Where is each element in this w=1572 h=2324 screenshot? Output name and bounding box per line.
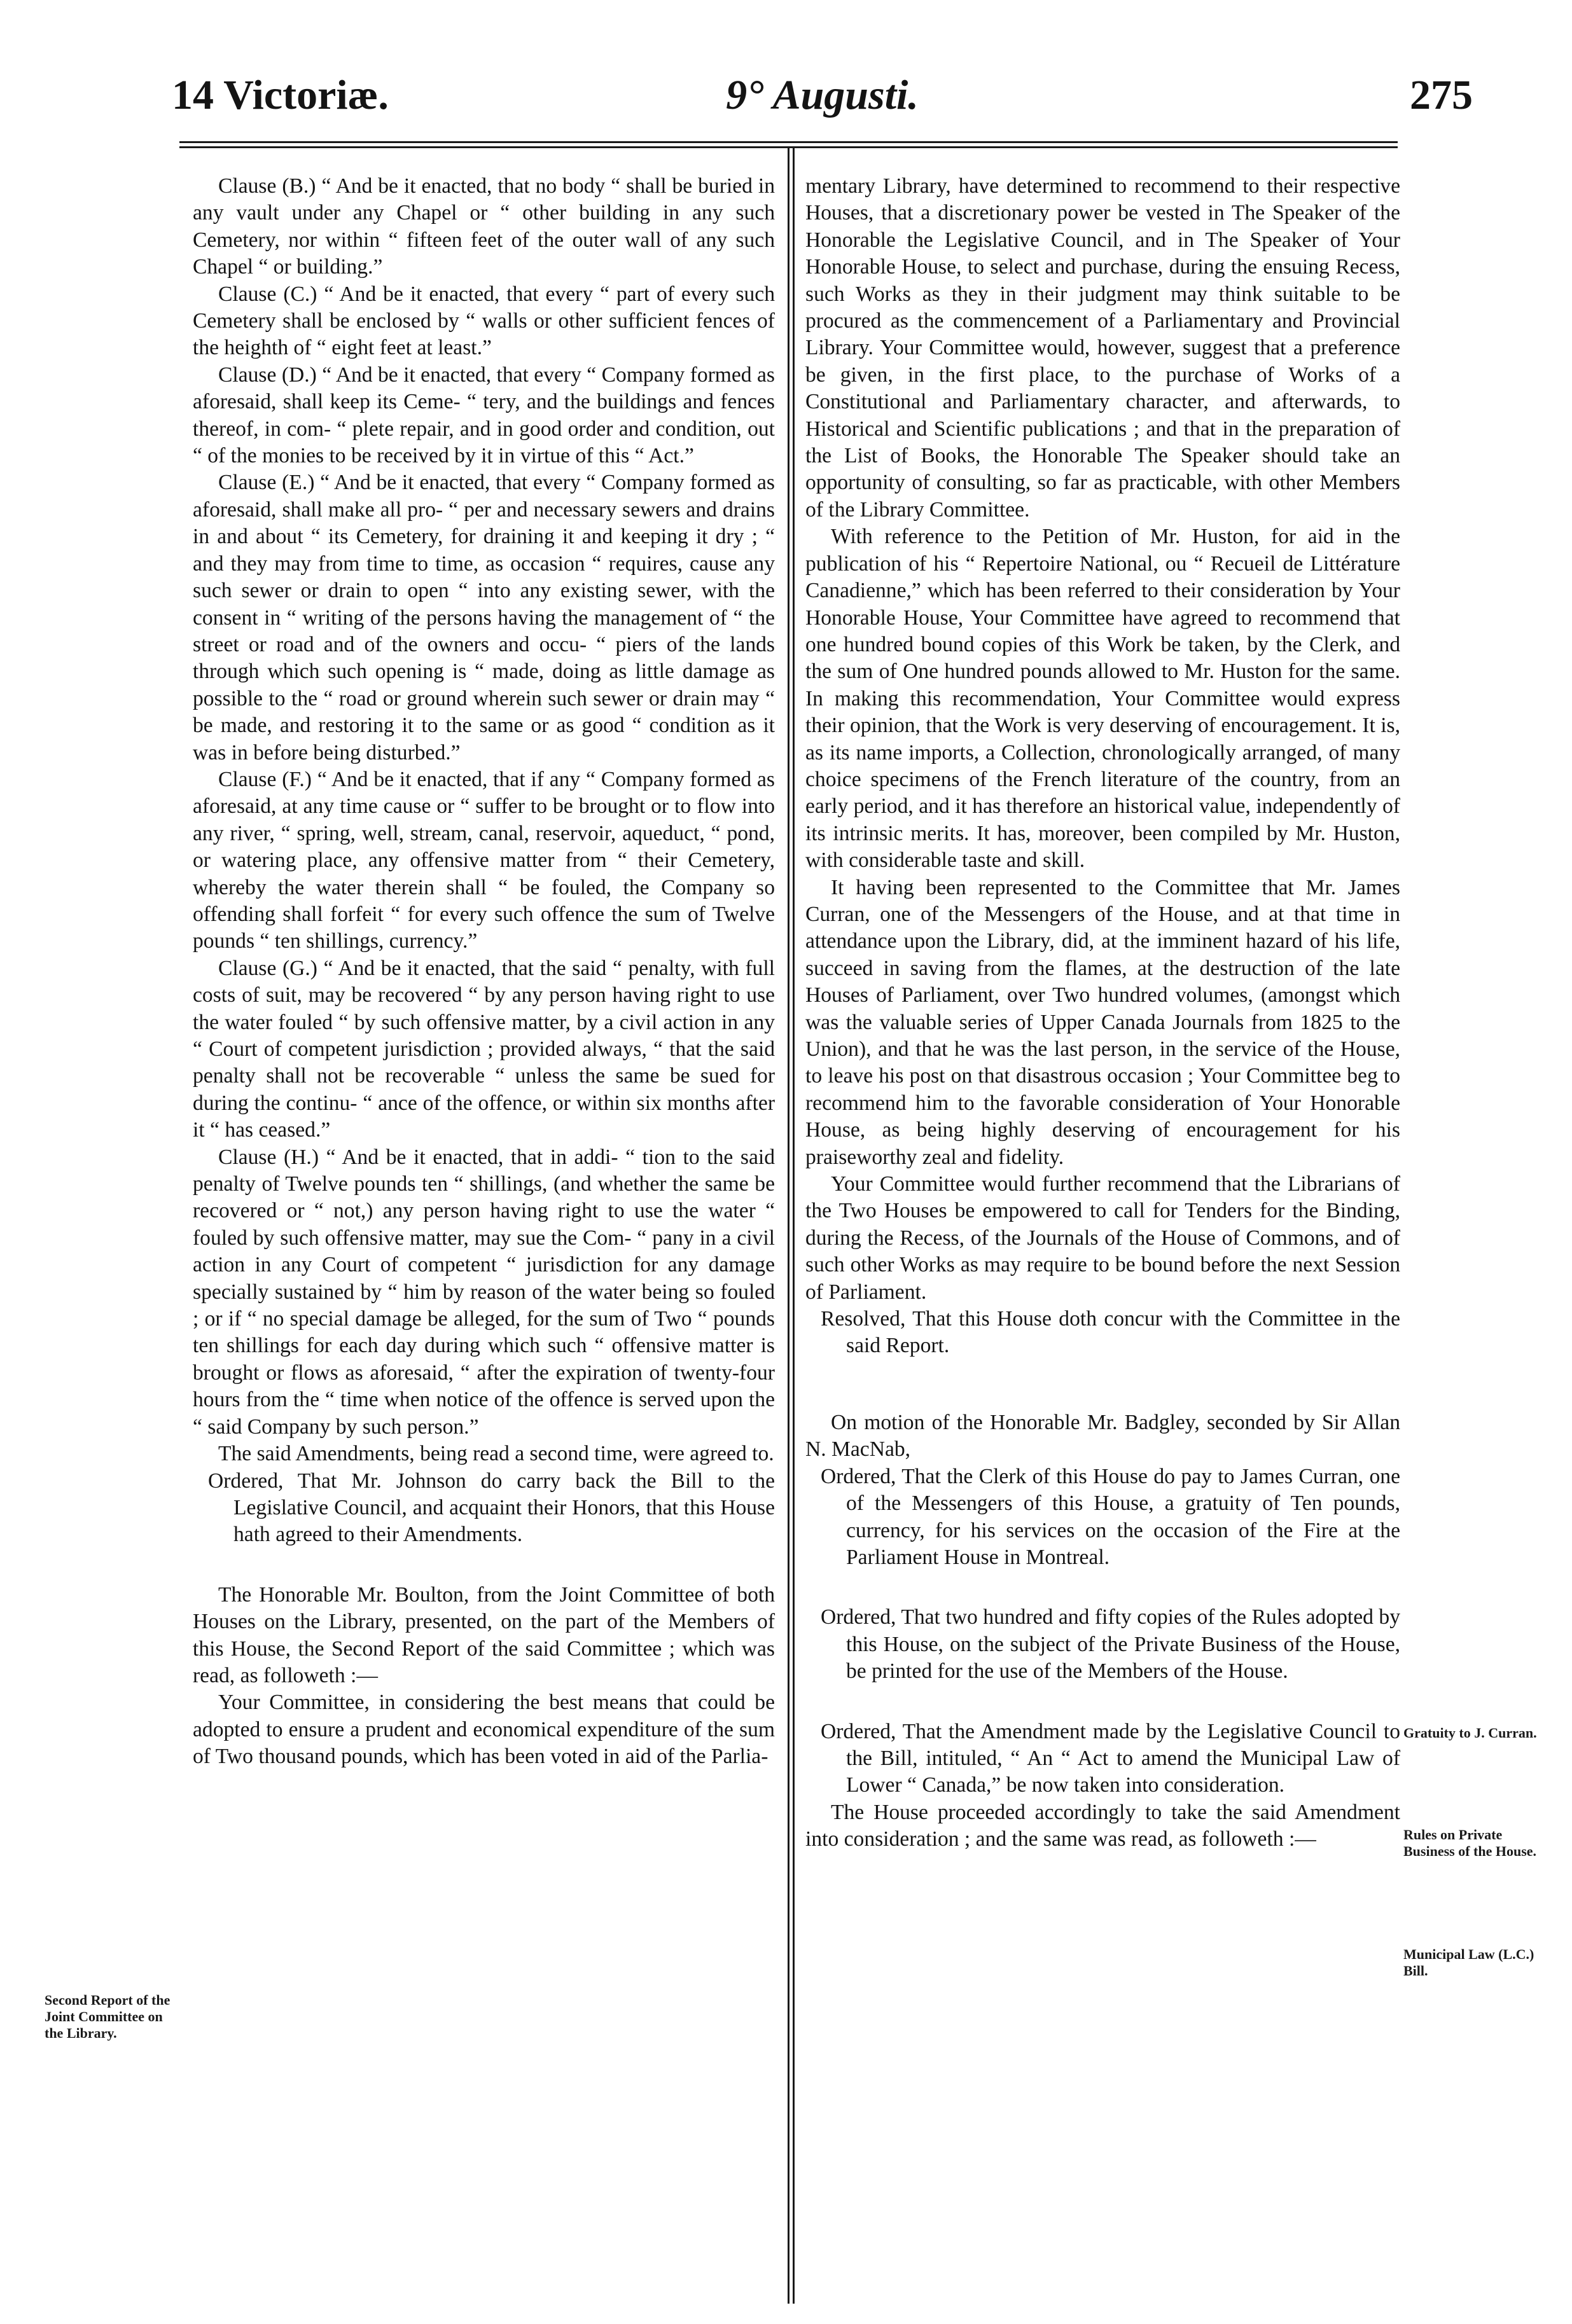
paragraph-spacer bbox=[805, 1360, 1400, 1409]
paragraph: mentary Library, have determined to recommend to their respective Houses, that a discretionary power be vested in The Speaker of the Honorable the Legislative Council, and in The Speaker of Your Honorable House, to select and purchase, during the ensuing Recess, such Works as they in their judgment may think suitable to be procured as the commencement of a Parliamentary and Provincial Library. Your Committee would, however, suggest that a preference be given, in the first place, to the purchase of Works of a Constitutional and Parliamentary character, and afterwards, to Historical and Scientific publications ; and that in the preparation of the List of Books, the Honorable The Speaker should take an opportunity of consulting, so far as practicable, with other Members of the Library Committee. bbox=[805, 174, 1400, 522]
paragraph-spacer bbox=[193, 1549, 775, 1582]
paragraph: Ordered, That two hundred and fifty copies of the Rules adopted by this House, on the subject of the Private Business of the House, be printed for the use of the Members of the House. bbox=[821, 1605, 1400, 1684]
paragraph: Clause (E.) “ And be it enacted, that every “ Company formed as aforesaid, shall make all pro- “ per and necessary sewers and drains in and about “ its Cemetery, for draining it and keeping it dry ; “ and they may from time to time, as occasion “ requires, cause any such sewer or drain to open “ into any existing sewer, with the consent in “ writing of the persons having the management of “ the street or road and of the owners and occu- “ piers of the lands through which such opening is “ made, doing as little damage as possible to the “ road or ground wherein such sewer or drain may “ be made, and restoring it to the same or as good “ condition as it was in before being disturbed.” bbox=[193, 471, 775, 764]
margin-note-municipal-bill: Municipal Law (L.C.) Bill. bbox=[1403, 1946, 1534, 1979]
paragraph: With reference to the Petition of Mr. Huston, for aid in the publication of his “ Repertoire National, ou “ Recueil de Littérature Canadienne,” which has been referred to their consideration by Your Honorable House, Your Committee have agreed to recommend that one hundred bound copies of this Work be taken, by the Clerk, and the sum of One hundred pounds allowed to Mr. Huston for the same. In making this recommendation, Your Committee would express their opinion, that the Work is very deserving of encouragement. It is, as its name imports, a Collection, chronologically arranged, of many choice specimens of the French literature of the country, from an early period, and it has therefore an historical value, independently of its intrinsic merits. It has, moreover, been compiled by Mr. Huston, with considerable taste and skill. bbox=[805, 525, 1400, 873]
column-divider-double bbox=[793, 148, 795, 2304]
paragraph: Clause (C.) “ And be it enacted, that every “ part of every such Cemetery shall be enclosed by “ walls or other sufficient fences of the heighth of “ eight feet at least.” bbox=[193, 282, 775, 360]
paragraph: Ordered, That the Amendment made by the Legislative Council to the Bill, intituled, “ An “ Act to amend the Municipal Law of Lower “ Canada,” be now taken into consideration. bbox=[821, 1719, 1400, 1797]
paragraph: The Honorable Mr. Boulton, from the Joint Committee of both Houses on the Library, presented, on the part of the Members of this House, the Second Report of the said Committee ; which was read, as followeth :— bbox=[193, 1582, 775, 1687]
paragraph-spacer bbox=[805, 1571, 1400, 1604]
paragraph: Your Committee, in considering the best means that could be adopted to ensure a prudent and economical expenditure of the sum of Two thousand pounds, which has been voted in aid of the Parlia- bbox=[193, 1691, 775, 1769]
paragraph: Clause (F.) “ And be it enacted, that if any “ Company formed as aforesaid, at any time cause or “ suffer to be brought or to flow into any river, “ spring, well, stream, canal, reservoir, aqueduct, “ pond, or watering place, any offensive matter from “ their Cemetery, whereby the water therein shall “ be fouled, the Company so offending shall forfeit “ for every such offence the sum of Twelve pounds “ ten shillings, currency.” bbox=[193, 767, 775, 953]
paragraph-spacer bbox=[805, 1685, 1400, 1719]
paragraph: Resolved, That this House doth concur with the Committee in the said Report. bbox=[821, 1307, 1400, 1358]
paragraph: It having been represented to the Committee that Mr. James Curran, one of the Messengers of the House, and at that time in attendance upon the Library, did, at the imminent hazard of his life, succeed in saving from the flames, at the destruction of the late Houses of Parliament, over Two hundred volumes, (amongst which was the valuable series of Upper Canada Journals from 1825 to the Union), and that he was the last person, in the service of the House, to leave his post on that disastrous occasion ; Your Committee beg to recommend him to the favorable consideration of Your Honorable House, as being highly deserving of encouragement for his praiseworthy zeal and fidelity. bbox=[805, 875, 1400, 1169]
paragraph: On motion of the Honorable Mr. Badgley, seconded by Sir Allan N. MacNab, bbox=[805, 1410, 1400, 1462]
margin-note-rules: Rules on Private Business of the House. bbox=[1403, 1827, 1537, 1859]
margin-note-second-report: Second Report of the Joint Committee on the Library. bbox=[45, 1992, 170, 2041]
paragraph: Clause (B.) “ And be it enacted, that no body “ shall be buried in any vault under any Chapel or “ other building in any such Cemetery, nor within “ fifteen feet of the outer wall of any such Chapel “ or building.” bbox=[193, 174, 775, 279]
paragraph: Clause (D.) “ And be it enacted, that every “ Company formed as aforesaid, shall keep its Ceme- “ tery, and the buildings and fences thereof, in com- “ plete repair, and in good order and condition, out “ of the monies to be received by it in virtue of this “ Act.” bbox=[193, 363, 775, 468]
right-column bbox=[805, 173, 1400, 1853]
paragraph: The said Amendments, being read a second time, were agreed to. bbox=[218, 1442, 774, 1466]
margin-note-gratuity: Gratuity to J. Curran. bbox=[1403, 1725, 1537, 1741]
page-number: 275 bbox=[1410, 72, 1473, 118]
paragraph: Your Committee would further recommend that the Librarians of the Two Houses be empowered to call for Tenders for the Binding, during the Recess, of the Journals of the House of Commons, and of such other Works as may require to be bound before the next Session of Parliament. bbox=[805, 1172, 1400, 1304]
paragraph: Ordered, That the Clerk of this House do pay to James Curran, one of the Messengers of this House, a gratuity of Ten pounds, currency, for his services on the occasion of the Fire at the Parliament House in Montreal. bbox=[821, 1464, 1400, 1569]
page-header bbox=[172, 60, 1473, 130]
left-column bbox=[193, 173, 775, 1771]
paragraph: The House proceeded accordingly to take the said Amendment into consideration ; and the same was read, as followeth :— bbox=[805, 1800, 1400, 1851]
paragraph: Ordered, That Mr. Johnson do carry back the Bill to the Legislative Council, and acquaint their Honors, that this House hath agreed to their Amendments. bbox=[208, 1469, 775, 1547]
header-rule-top bbox=[179, 141, 1398, 143]
header-regnal-year: 14 Victoriæ. bbox=[172, 72, 389, 118]
header-date: 9° Augusti. bbox=[726, 72, 919, 118]
column-divider bbox=[788, 148, 789, 2304]
paragraph: Clause (G.) “ And be it enacted, that the said “ penalty, with full costs of suit, may be recovered “ by any person having right to use the water fouled “ by such offensive matter, by a civil action in any “ Court of competent jurisdiction ; provided always, “ that the said penalty shall not be recoverable “ unless the same be sued for during the continu- “ ance of the offence, or within six months after it “ has ceased.” bbox=[193, 956, 775, 1142]
paragraph: Clause (H.) “ And be it enacted, that in addi- “ tion to the said penalty of Twelve pounds ten “ shillings, (and whether the same be recovered or “ not,) any person having right to use the water “ fouled by such offensive matter, may sue the Com- “ pany in a civil action in any Court of competent “ jurisdiction for any damage specially sustained by “ him by reason of the water being so fouled ; or if “ no special damage be alleged, for the sum of Two “ pounds ten shillings for each day during which such “ offensive matter is brought or flows as aforesaid, “ after the expiration of twenty-four hours from the “ time when notice of the offence is served upon the “ said Company by such person.” bbox=[193, 1145, 775, 1439]
